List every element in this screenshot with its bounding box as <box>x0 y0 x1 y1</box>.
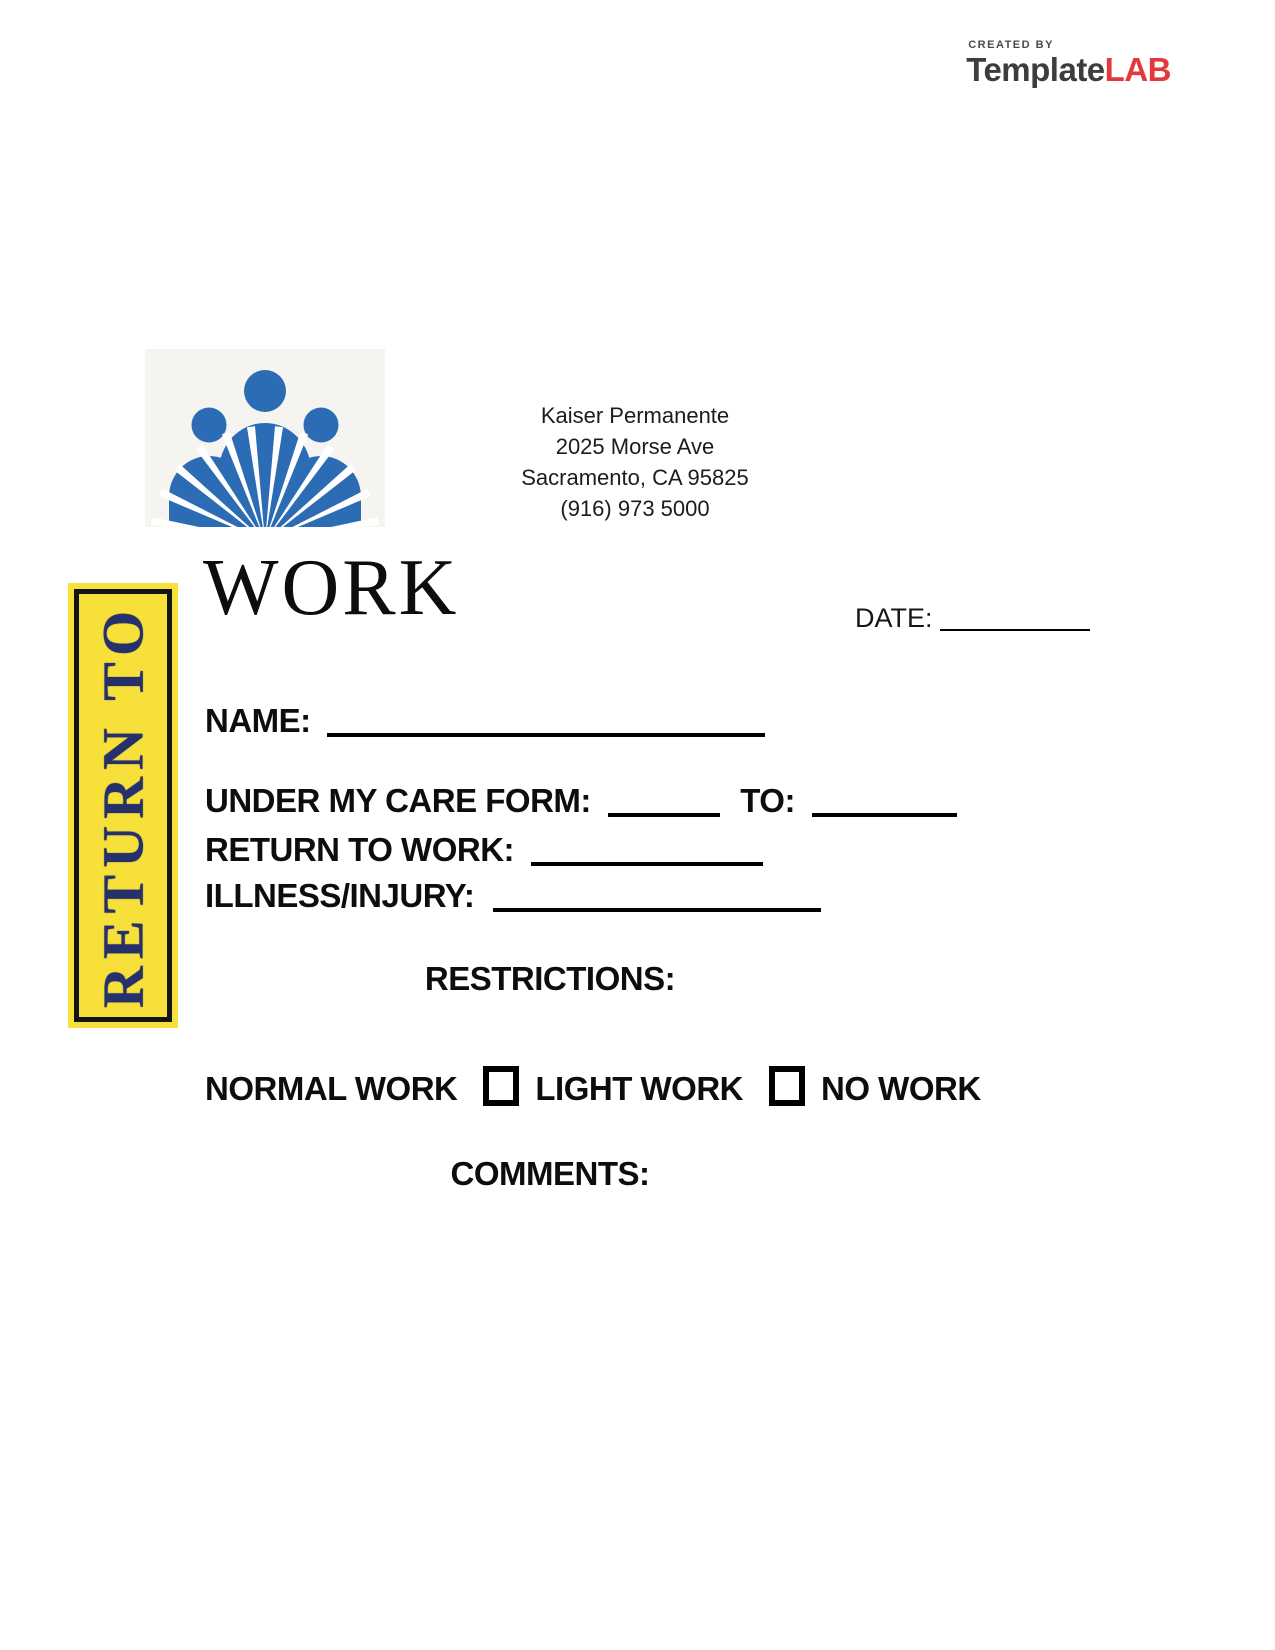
date-field-row <box>855 601 1090 634</box>
work-status-checkbox-1[interactable] <box>483 1066 519 1106</box>
return-to-work-field-row <box>205 827 763 869</box>
kaiser-permanente-logo-icon <box>145 349 385 527</box>
return-to-stamp <box>68 583 178 1028</box>
work-status-checkbox-2[interactable] <box>769 1066 805 1106</box>
return-to-stamp-frame <box>74 589 172 1022</box>
page-title: WORK <box>203 544 460 632</box>
date-label: DATE: <box>855 603 933 633</box>
under-care-label: UNDER MY CARE FORM: <box>205 782 591 819</box>
clinic-phone: (916) 973 5000 <box>560 496 710 521</box>
light-work-label: LIGHT WORK <box>535 1070 744 1107</box>
normal-work-label: NORMAL WORK <box>205 1070 458 1107</box>
no-work-label: NO WORK <box>821 1070 981 1107</box>
created-by-label: CREATED BY <box>968 39 1054 51</box>
illness-injury-field-row <box>205 873 821 915</box>
clinic-address-block <box>455 400 815 524</box>
templatelab-logo[interactable] <box>966 40 1171 86</box>
clinic-street: 2025 Morse Ave <box>555 434 715 459</box>
illness-injury-input-line[interactable] <box>493 878 821 912</box>
name-field-row <box>205 698 765 740</box>
return-to-work-label: RETURN TO WORK: <box>205 831 515 868</box>
illness-injury-label: ILLNESS/INJURY: <box>205 877 475 914</box>
return-to-stamp-text: RETURN TO <box>90 603 156 1008</box>
name-label: NAME: <box>205 702 311 739</box>
return-to-work-input-line[interactable] <box>531 832 763 866</box>
under-care-to-input-line[interactable] <box>812 783 957 817</box>
under-care-from-input-line[interactable] <box>608 783 720 817</box>
clinic-city-state-zip: Sacramento, CA 95825 <box>521 465 749 490</box>
to-label: TO: <box>740 782 795 819</box>
name-input-line[interactable] <box>327 703 765 737</box>
clinic-name: Kaiser Permanente <box>540 403 730 428</box>
templatelab-wordmark <box>966 53 1171 86</box>
brand-lab-text: LAB <box>1104 51 1171 88</box>
brand-template-text: Template <box>966 51 1105 88</box>
comments-heading: COMMENTS: <box>450 1155 650 1192</box>
under-care-field-row <box>205 778 957 820</box>
work-status-options-row <box>205 1066 981 1112</box>
date-input-line[interactable] <box>940 605 1090 631</box>
restrictions-heading: RESTRICTIONS: <box>424 960 676 997</box>
